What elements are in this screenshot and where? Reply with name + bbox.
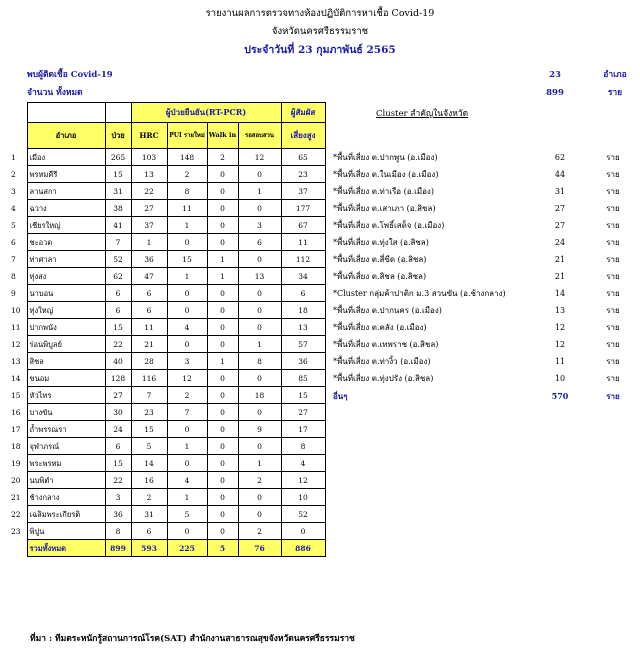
cell-district: ถ้ำพรรณรา	[27, 421, 105, 438]
table-row	[1, 285, 325, 302]
cell-pui: 15	[167, 251, 207, 268]
cell-high: 67	[281, 217, 325, 234]
table-row	[1, 387, 325, 404]
cell-high: 27	[281, 404, 325, 421]
cluster-count: 570	[551, 391, 569, 401]
cell-hrc: 6	[131, 523, 167, 540]
cell-hrc: 22	[131, 183, 167, 200]
cluster-unit: ราย	[606, 153, 620, 162]
cluster-count: 12	[554, 323, 566, 332]
cell-walkin: 1	[207, 353, 238, 370]
cluster-name: อื่นๆ	[333, 391, 348, 401]
cell-high: 85	[281, 370, 325, 387]
cell-district: พรหมคีรี	[27, 166, 105, 183]
cell-walkin: 0	[207, 183, 238, 200]
cell-high: 112	[281, 251, 325, 268]
total-row	[1, 540, 325, 557]
total-pending: 76	[238, 540, 281, 557]
cell-high: 10	[281, 489, 325, 506]
cell-district: ช้างกลาง	[27, 489, 105, 506]
table-row	[1, 489, 325, 506]
cell-walkin: 0	[207, 285, 238, 302]
cluster-unit: ราย	[606, 391, 620, 401]
cluster-unit: ราย	[606, 238, 620, 247]
row-number: 14	[11, 373, 21, 383]
cell-patients: 3	[105, 489, 131, 506]
cell-high: 36	[281, 353, 325, 370]
cell-hrc: 13	[131, 166, 167, 183]
cluster-item	[333, 201, 633, 217]
cell-pui: 148	[167, 149, 207, 166]
cluster-item	[333, 286, 633, 302]
cluster-name: *พื้นที่เสี่ยง ต.ท่าเรือ (อ.เมือง)	[333, 187, 434, 196]
cell-walkin: 0	[207, 200, 238, 217]
district-table	[1, 102, 326, 557]
cell-pending: 0	[238, 166, 281, 183]
cluster-count: 27	[554, 221, 566, 230]
cell-pui: 0	[167, 285, 207, 302]
cluster-count: 11	[554, 357, 566, 366]
cell-district: ขนอม	[27, 370, 105, 387]
total-pui: 225	[167, 540, 207, 557]
cell-hrc: 14	[131, 455, 167, 472]
walkin-header: Walk in	[207, 123, 238, 149]
cell-patients: 6	[105, 438, 131, 455]
table-row	[1, 217, 325, 234]
cell-district: พระพรหม	[27, 455, 105, 472]
cluster-unit: ราย	[606, 289, 620, 298]
cell-hrc: 5	[131, 438, 167, 455]
cell-high: 17	[281, 421, 325, 438]
cell-patients: 62	[105, 268, 131, 285]
row-number: 6	[11, 237, 16, 247]
table-row	[1, 234, 325, 251]
cell-high: 34	[281, 268, 325, 285]
cell-patients: 15	[105, 455, 131, 472]
cell-patients: 27	[105, 387, 131, 404]
cluster-unit: ราย	[606, 306, 620, 315]
cell-district: ทุ่งใหญ่	[27, 302, 105, 319]
cluster-unit: ราย	[606, 323, 620, 332]
cell-high: 52	[281, 506, 325, 523]
cell-hrc: 103	[131, 149, 167, 166]
cell-walkin: 0	[207, 302, 238, 319]
cluster-count: 44	[554, 170, 566, 179]
row-number: 4	[11, 203, 16, 213]
table-row	[1, 302, 325, 319]
table-subheader-row	[1, 123, 325, 149]
cell-walkin: 0	[207, 506, 238, 523]
cell-hrc: 31	[131, 506, 167, 523]
cell-high: 6	[281, 285, 325, 302]
cell-high: 57	[281, 336, 325, 353]
report-title: รายงานผลการตรวจทางห้องปฏิบัติการหาเชื้อ Covid-19	[205, 8, 435, 19]
cell-pui: 0	[167, 455, 207, 472]
cluster-item	[333, 218, 633, 234]
cell-walkin: 0	[207, 421, 238, 438]
total-patients: 899	[105, 540, 131, 557]
patients-header: ป่วย	[105, 123, 131, 149]
cell-patients: 6	[105, 302, 131, 319]
cell-patients: 8	[105, 523, 131, 540]
cell-patients: 265	[105, 149, 131, 166]
cell-hrc: 7	[131, 387, 167, 404]
cluster-name: *พื้นที่เสี่ยง ต.สี่ขีด (อ.สิชล)	[333, 255, 427, 264]
row-number: 18	[11, 441, 21, 451]
cell-high: 4	[281, 455, 325, 472]
cell-pending: 0	[238, 506, 281, 523]
cell-district: นบพิตำ	[27, 472, 105, 489]
row-number: 15	[11, 390, 21, 400]
province-title: จังหวัดนครศรีธรรมราช	[271, 26, 369, 37]
cell-walkin: 0	[207, 489, 238, 506]
cell-pui: 0	[167, 234, 207, 251]
cell-patients: 15	[105, 166, 131, 183]
table-row	[1, 149, 325, 166]
cell-pending: 18	[238, 387, 281, 404]
cell-patients: 22	[105, 336, 131, 353]
cluster-item	[333, 337, 633, 353]
cluster-item	[333, 371, 633, 387]
cell-pui: 0	[167, 302, 207, 319]
cell-patients: 40	[105, 353, 131, 370]
cluster-unit: ราย	[606, 204, 620, 213]
cell-walkin: 0	[207, 370, 238, 387]
cluster-count: 62	[554, 153, 566, 162]
cell-walkin: 0	[207, 438, 238, 455]
total-hrc: 593	[131, 540, 167, 557]
cell-hrc: 36	[131, 251, 167, 268]
found-value: 23	[549, 70, 561, 80]
cell-district: ร่อนพิบูลย์	[27, 336, 105, 353]
cell-pending: 1	[238, 455, 281, 472]
cell-pui: 0	[167, 421, 207, 438]
row-number: 9	[11, 288, 16, 298]
cell-pui: 11	[167, 200, 207, 217]
source-note: ที่มา : ทีมตระหนักรู้สถานการณ์โรค(SAT) สำนักงานสาธารณสุขจังหวัดนครศรีธรรมราช	[30, 634, 355, 644]
cell-pending: 3	[238, 217, 281, 234]
cluster-item	[333, 388, 633, 404]
cell-patients: 36	[105, 506, 131, 523]
cluster-name: *พื้นที่เสี่ยง ต.เทพราช (อ.สิชล)	[333, 340, 439, 349]
table-row	[1, 319, 325, 336]
cell-pui: 1	[167, 268, 207, 285]
cluster-item	[333, 150, 633, 166]
cell-walkin: 0	[207, 336, 238, 353]
cell-high: 37	[281, 183, 325, 200]
row-number: 1	[11, 152, 16, 162]
total-unit: ราย	[607, 88, 623, 98]
cell-pending: 0	[238, 404, 281, 421]
cell-pui: 1	[167, 438, 207, 455]
row-number: 22	[11, 509, 21, 519]
cell-hrc: 116	[131, 370, 167, 387]
cell-patients: 6	[105, 285, 131, 302]
row-number: 20	[11, 475, 21, 485]
row-number: 10	[11, 305, 21, 315]
cluster-item	[333, 252, 633, 268]
cell-pending: 9	[238, 421, 281, 438]
row-number: 11	[11, 322, 21, 332]
cell-pui: 0	[167, 336, 207, 353]
cluster-item	[333, 303, 633, 319]
cluster-title: Cluster สำคัญในจังหวัด	[376, 109, 469, 119]
cell-district: ปากพนัง	[27, 319, 105, 336]
cell-patients: 7	[105, 234, 131, 251]
cluster-item	[333, 167, 633, 183]
cluster-name: *พื้นที่เสี่ยง ต.เสาเภา (อ.สิชล)	[333, 204, 436, 213]
pui-header: PUI รายใหม่	[167, 123, 207, 149]
row-number: 8	[11, 271, 16, 281]
cell-walkin: 0	[207, 472, 238, 489]
cell-district: เมือง	[27, 149, 105, 166]
district-header: อำเภอ	[27, 123, 105, 149]
cell-high: 11	[281, 234, 325, 251]
row-number: 7	[11, 254, 16, 264]
cell-high: 177	[281, 200, 325, 217]
cell-pending: 2	[238, 523, 281, 540]
table-row	[1, 506, 325, 523]
cell-hrc: 6	[131, 302, 167, 319]
cluster-unit: ราย	[606, 374, 620, 383]
pending-header: รอสอบสวน	[238, 123, 281, 149]
cell-walkin: 0	[207, 319, 238, 336]
cell-pui: 1	[167, 217, 207, 234]
row-number: 23	[11, 526, 21, 536]
table-row	[1, 523, 325, 540]
cell-hrc: 27	[131, 200, 167, 217]
cell-pending: 12	[238, 149, 281, 166]
cell-district: เชียรใหญ่	[27, 217, 105, 234]
cluster-name: *พื้นที่เสี่ยง ต.สิชล (อ.สิชล)	[333, 272, 427, 281]
cluster-name: *พื้นที่เสี่ยง ต.ทุ่งใส (อ.สิชล)	[333, 238, 429, 247]
cell-hrc: 16	[131, 472, 167, 489]
total-value: 899	[546, 88, 564, 98]
cell-patients: 128	[105, 370, 131, 387]
table-row	[1, 404, 325, 421]
cell-pui: 12	[167, 370, 207, 387]
cell-district: นาบอน	[27, 285, 105, 302]
hrc-header: HRC	[131, 123, 167, 149]
total-walkin: 5	[207, 540, 238, 557]
cell-pui: 8	[167, 183, 207, 200]
cell-walkin: 1	[207, 268, 238, 285]
cell-patients: 31	[105, 183, 131, 200]
cell-district: ชะอวด	[27, 234, 105, 251]
cell-pui: 7	[167, 404, 207, 421]
total-label: จำนวน ทั้งหมด	[27, 88, 83, 98]
cell-district: หัวไทร	[27, 387, 105, 404]
cell-walkin: 0	[207, 523, 238, 540]
cluster-unit: ราย	[606, 340, 620, 349]
cell-patients: 22	[105, 472, 131, 489]
cluster-count: 10	[554, 374, 566, 383]
cell-high: 8	[281, 438, 325, 455]
cluster-item	[333, 184, 633, 200]
cell-pui: 2	[167, 166, 207, 183]
cell-pui: 0	[167, 523, 207, 540]
cell-walkin: 0	[207, 217, 238, 234]
cluster-name: *พื้นที่เสี่ยง ต.ปากนคร (อ.เมือง)	[333, 306, 442, 315]
cell-patients: 52	[105, 251, 131, 268]
cell-hrc: 47	[131, 268, 167, 285]
cluster-name: *พื้นที่เสี่ยง ต.ทุ่งปรัง (อ.สิชล)	[333, 374, 434, 383]
cluster-name: *พื้นที่เสี่ยง ต.ในเมือง (อ.เมือง)	[333, 170, 439, 179]
high-risk-header: เสี่ยงสูง	[281, 123, 325, 149]
row-number: 21	[11, 492, 21, 502]
row-number: 5	[11, 220, 16, 230]
cluster-name: *พื้นที่เสี่ยง ต.ปากพูน (อ.เมือง)	[333, 153, 438, 162]
row-number: 17	[11, 424, 21, 434]
found-label: พบผู้ติดเชื้อ Covid-19	[27, 70, 113, 80]
cluster-unit: ราย	[606, 187, 620, 196]
total-label: รวมทั้งหมด	[27, 540, 105, 557]
cluster-count: 12	[554, 340, 566, 349]
cell-patients: 41	[105, 217, 131, 234]
cell-pui: 5	[167, 506, 207, 523]
table-row	[1, 268, 325, 285]
table-row	[1, 353, 325, 370]
cluster-item	[333, 320, 633, 336]
cluster-unit: ราย	[606, 170, 620, 179]
cell-walkin: 0	[207, 234, 238, 251]
cell-pending: 13	[238, 268, 281, 285]
cell-patients: 38	[105, 200, 131, 217]
cluster-count: 13	[554, 306, 566, 315]
table-row	[1, 370, 325, 387]
cell-pending: 8	[238, 353, 281, 370]
row-number: 16	[11, 407, 21, 417]
cell-walkin: 1	[207, 251, 238, 268]
cell-pending: 0	[238, 370, 281, 387]
table-row	[1, 421, 325, 438]
cell-pending: 2	[238, 472, 281, 489]
table-header-row	[1, 103, 325, 123]
cell-walkin: 0	[207, 387, 238, 404]
cluster-name: *Cluster กลุ่มค้าปาติก ม.3 สวนขัน (อ.ช้างกลาง)	[333, 289, 506, 298]
row-number: 12	[11, 339, 21, 349]
cluster-name: *พื้นที่เสี่ยง ต.คลัง (อ.เมือง)	[333, 323, 427, 332]
cell-pending: 0	[238, 438, 281, 455]
cell-district: ท่าศาลา	[27, 251, 105, 268]
cell-district: สิชล	[27, 353, 105, 370]
confirmed-group-header: ผู้ป่วยยืนยัน(RT-PCR)	[131, 103, 281, 123]
table-row	[1, 438, 325, 455]
cluster-item	[333, 235, 633, 251]
cell-hrc: 1	[131, 234, 167, 251]
cell-pui: 4	[167, 472, 207, 489]
row-number: 2	[11, 169, 16, 179]
cell-district: ลานสกา	[27, 183, 105, 200]
cell-hrc: 11	[131, 319, 167, 336]
cluster-unit: ราย	[606, 272, 620, 281]
cell-hrc: 23	[131, 404, 167, 421]
cell-high: 12	[281, 472, 325, 489]
cluster-name: *พื้นที่เสี่ยง ต.โพธิ์เสด็จ (อ.เมือง)	[333, 221, 445, 230]
cell-hrc: 37	[131, 217, 167, 234]
table-row	[1, 166, 325, 183]
report-date: ประจำวันที่ 23 กุมภาพันธ์ 2565	[244, 44, 396, 56]
cell-hrc: 6	[131, 285, 167, 302]
total-high: 886	[281, 540, 325, 557]
found-unit: อำเภอ	[603, 70, 627, 80]
cell-pending: 6	[238, 234, 281, 251]
table-row	[1, 200, 325, 217]
cell-hrc: 21	[131, 336, 167, 353]
cell-high: 18	[281, 302, 325, 319]
cluster-count: 27	[554, 204, 566, 213]
cell-patients: 24	[105, 421, 131, 438]
cluster-count: 21	[554, 255, 566, 264]
table-row	[1, 183, 325, 200]
cell-district: บางขัน	[27, 404, 105, 421]
cell-pending: 1	[238, 183, 281, 200]
cluster-unit: ราย	[606, 357, 620, 366]
cluster-count: 14	[554, 289, 566, 298]
cell-pui: 3	[167, 353, 207, 370]
cell-walkin: 0	[207, 404, 238, 421]
cluster-item	[333, 269, 633, 285]
row-number: 13	[11, 356, 21, 366]
cluster-unit: ราย	[606, 255, 620, 264]
cell-patients: 30	[105, 404, 131, 421]
row-number: 19	[11, 458, 21, 468]
cell-high: 65	[281, 149, 325, 166]
cell-high: 13	[281, 319, 325, 336]
cell-patients: 15	[105, 319, 131, 336]
cluster-count: 31	[554, 187, 566, 196]
cell-district: พิปูน	[27, 523, 105, 540]
cell-pending: 0	[238, 302, 281, 319]
cell-district: จุฬาภรณ์	[27, 438, 105, 455]
cell-walkin: 0	[207, 455, 238, 472]
cell-district: เฉลิมพระเกียรติ	[27, 506, 105, 523]
cell-pui: 1	[167, 489, 207, 506]
table-row	[1, 336, 325, 353]
cell-high: 15	[281, 387, 325, 404]
cluster-item	[333, 354, 633, 370]
cluster-unit: ราย	[606, 221, 620, 230]
cell-high: 0	[281, 523, 325, 540]
cell-district: ทุ่งสง	[27, 268, 105, 285]
cell-hrc: 2	[131, 489, 167, 506]
cell-pui: 4	[167, 319, 207, 336]
contact-group-header: ผู้สัมผัส	[281, 103, 325, 123]
cell-pui: 2	[167, 387, 207, 404]
table-row	[1, 472, 325, 489]
cell-pending: 1	[238, 336, 281, 353]
table-row	[1, 455, 325, 472]
cell-pending: 0	[238, 251, 281, 268]
cell-pending: 0	[238, 285, 281, 302]
cell-pending: 0	[238, 319, 281, 336]
cell-pending: 0	[238, 200, 281, 217]
row-number: 3	[11, 186, 16, 196]
cell-high: 23	[281, 166, 325, 183]
cell-district: ฉวาง	[27, 200, 105, 217]
table-row	[1, 251, 325, 268]
row-number-empty	[1, 540, 27, 557]
cell-hrc: 15	[131, 421, 167, 438]
cluster-name: *พื้นที่เสี่ยง ต.ท่างิ้ว (อ.เมือง)	[333, 357, 431, 366]
cluster-count: 24	[554, 238, 566, 247]
cell-pending: 0	[238, 489, 281, 506]
cell-walkin: 0	[207, 166, 238, 183]
cluster-count: 21	[554, 272, 566, 281]
cell-walkin: 2	[207, 149, 238, 166]
cell-hrc: 28	[131, 353, 167, 370]
